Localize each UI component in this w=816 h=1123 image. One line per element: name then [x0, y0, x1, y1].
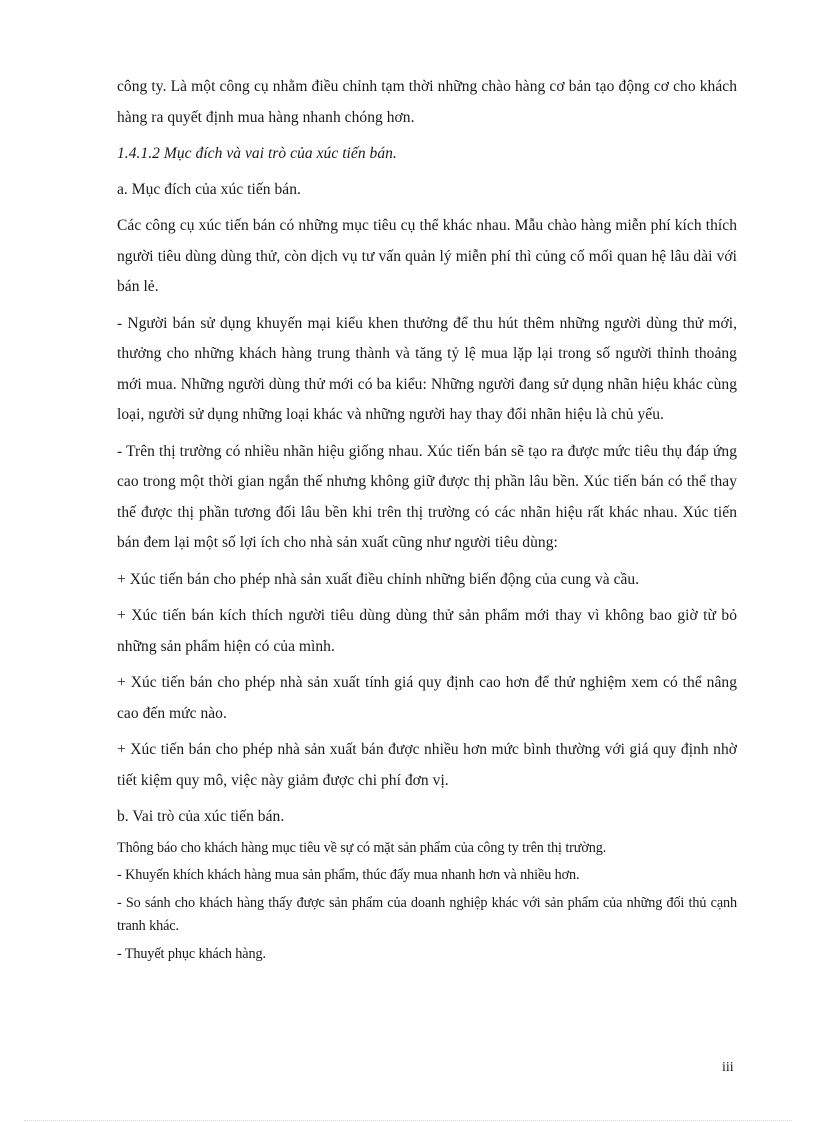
list-item-pricing: + Xúc tiến bán cho phép nhà sản xuất tính giá quy định cao hơn để thử nghiệm xem có thể nâng cao đến mức nào. — [117, 674, 737, 722]
paragraph-market-brands: - Trên thị trường có nhiều nhãn hiệu giống nhau. Xúc tiến bán sẽ tạo ra được mức tiêu thụ đáp ứng cao trong một thời gian ngắn thế nhưng không giữ được thị phần lâu bền. Xúc tiến bán có thể thay thế được thị phần tương đối lâu bền khi trên thị trường có các nhãn hiệu rất khác nhau. Xúc tiến bán đem lại một số lợi ích cho nhà sản xuất cũng như người tiêu dùng: — [117, 442, 737, 551]
role-item-compare: - So sánh cho khách hàng thấy được sản phẩm của doanh nghiệp khác với sản phẩm của những đối thủ cạnh tranh khác. — [117, 894, 737, 934]
list-item-scale: + Xúc tiến bán cho phép nhà sản xuất bán được nhiều hơn mức bình thường với giá quy định nhờ tiết kiệm quy mô, việc này giảm được chi phí đơn vị. — [117, 741, 737, 789]
role-item-persuade: - Thuyết phục khách hàng. — [117, 945, 266, 962]
paragraph-reward-promotion: - Người bán sử dụng khuyến mại kiểu khen thưởng để thu hút thêm những người dùng thử mới, thưởng cho những khách hàng trung thành và tăng tỷ lệ mua lặp lại trong số người thỉnh thoảng mới mua. Những người dùng thử mới có ba kiểu: Những người đang sử dụng nhãn hiệu khác cùng loại, người sử dụng những loại khác và những người hay thay đổi nhãn hiệu là chủ yếu. — [117, 314, 737, 423]
page-number: iii — [722, 1060, 734, 1075]
subheading-purpose: a. Mục đích của xúc tiến bán. — [117, 180, 301, 198]
paragraph-intro-continuation: công ty. Là một công cụ nhằm điều chỉnh tạm thời những chào hàng cơ bản tạo động cơ cho khách hàng ra quyết định mua hàng nhanh chóng hơn. — [117, 78, 737, 126]
list-item-trial: + Xúc tiến bán kích thích người tiêu dùng dùng thử sản phẩm mới thay vì không bao giờ từ bỏ những sản phẩm hiện có của mình. — [117, 607, 737, 655]
paragraph-purpose-tools: Các công cụ xúc tiến bán có những mục tiêu cụ thể khác nhau. Mẫu chào hàng miễn phí kích thích người tiêu dùng dùng thử, còn dịch vụ tư vấn quản lý miễn phí thì củng cố mối quan hệ lâu dài với bán lẻ. — [117, 217, 737, 295]
page-body — [117, 72, 737, 970]
role-item-encourage: - Khuyến khích khách hàng mua sản phẩm, thúc đẩy mua nhanh hơn và nhiều hơn. — [117, 867, 580, 883]
role-item-inform: Thông báo cho khách hàng mục tiêu về sự có mặt sản phẩm của công ty trên thị trường. — [117, 839, 607, 856]
list-item-supply-demand: + Xúc tiến bán cho phép nhà sản xuất điều chỉnh những biến động của cung và cầu. — [117, 570, 640, 588]
subheading-role: b. Vai trò của xúc tiến bán. — [117, 808, 285, 825]
section-heading-1-4-1-2: 1.4.1.2 Mục đích và vai trò của xúc tiến bán. — [117, 145, 397, 162]
page-bottom-divider — [24, 1120, 792, 1121]
